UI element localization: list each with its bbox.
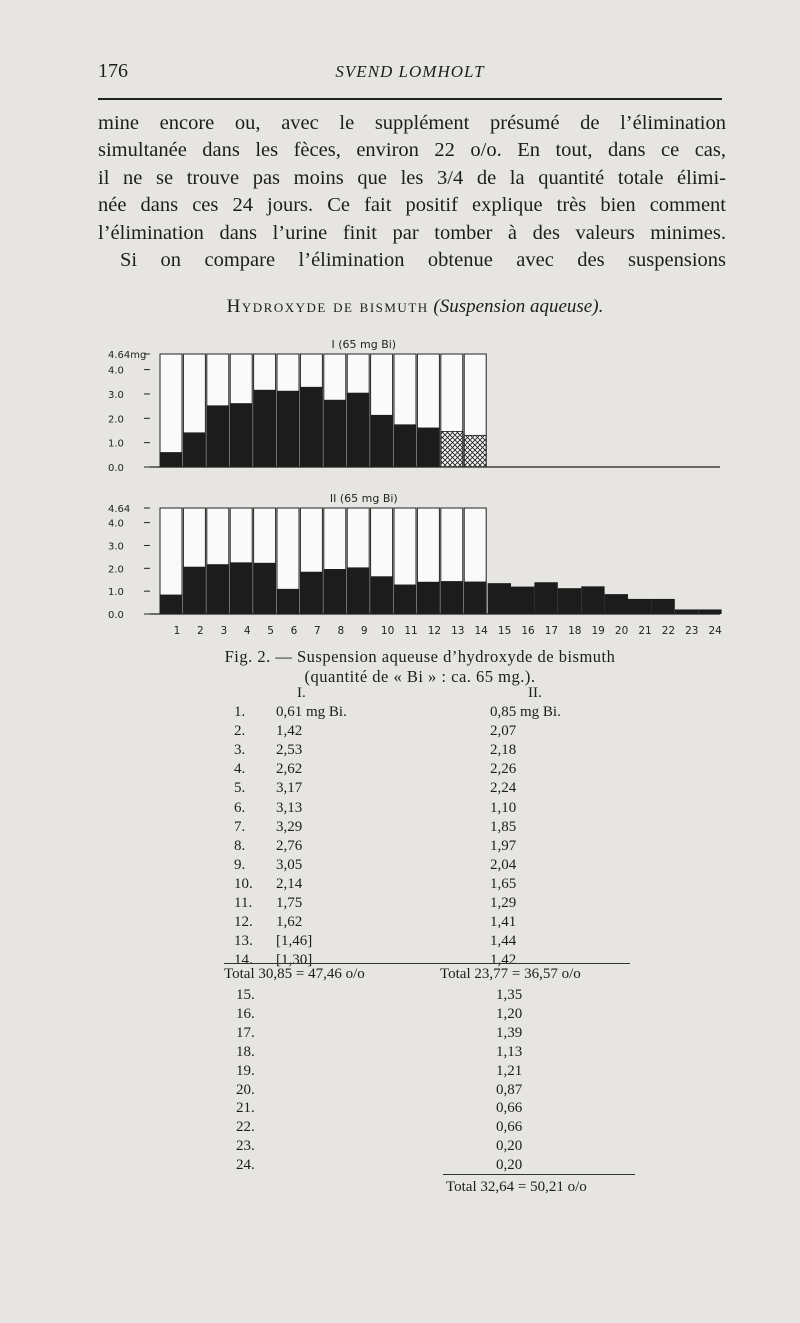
x-tick-label: 12 xyxy=(427,625,442,637)
table-cell-ii: 2,07 xyxy=(490,723,517,740)
table-row-number: 12. xyxy=(234,914,253,931)
table-cell-ii: 1,41 xyxy=(490,914,517,931)
bar-value xyxy=(441,581,463,614)
bar-value xyxy=(160,452,182,467)
table-rule xyxy=(224,963,630,964)
table-row-number: 6. xyxy=(234,799,246,816)
running-header xyxy=(98,60,722,94)
table-grand-total: Total 32,64 = 50,21 o/o xyxy=(446,1179,587,1195)
table-cell-ii: 2,04 xyxy=(490,856,517,873)
bar-value xyxy=(207,564,229,614)
table-row-number: 8. xyxy=(234,837,246,854)
table-cell-i: 1,42 xyxy=(276,723,303,740)
y-tick-label: 0.0 xyxy=(108,610,124,621)
table-cell-ii: 0,20 xyxy=(496,1138,523,1155)
table-col-head: II. xyxy=(528,685,542,701)
x-tick-label: 13 xyxy=(451,625,465,637)
chart-label: II (65 mg Bi) xyxy=(329,492,398,505)
y-tick-label: 3.0 xyxy=(108,541,124,553)
table-cell-ii: 1,21 xyxy=(496,1062,523,1079)
x-tick-label: 22 xyxy=(661,625,676,637)
bar-value xyxy=(651,599,674,614)
table-cell-ii: 1,44 xyxy=(490,933,517,950)
table-cell-ii: 1,10 xyxy=(490,799,517,816)
bar-value xyxy=(347,567,369,614)
bar-value xyxy=(675,609,698,614)
table-cell-ii: 2,26 xyxy=(490,761,517,778)
table-cell-ii: 1,20 xyxy=(496,1005,523,1022)
running-head-author: SVEND LOMHOLT xyxy=(335,62,485,81)
x-tick-label: 11 xyxy=(404,625,418,637)
bar-value xyxy=(254,563,276,614)
bar-value xyxy=(277,589,299,614)
table-cell-ii: 2,24 xyxy=(490,780,517,797)
table-row-number: 19. xyxy=(236,1062,255,1079)
body-line: l’élimination dans l’urine finit par tomber à des valeurs minimes. xyxy=(98,221,726,244)
y-tick-label: 4.64mg xyxy=(108,350,147,361)
y-tick-label: 4.64 xyxy=(108,504,131,515)
bar-value xyxy=(324,400,346,467)
x-tick-label: 5 xyxy=(267,625,274,637)
x-tick-label: 6 xyxy=(290,625,298,637)
table-cell-ii: 1,13 xyxy=(496,1043,523,1060)
table-cell-i: 2,76 xyxy=(276,837,303,854)
table-row-number: 4. xyxy=(234,761,246,778)
table-cell-ii: 1,85 xyxy=(490,818,517,835)
table-rule xyxy=(443,1174,635,1175)
table-cell-i: 3,17 xyxy=(276,780,303,797)
body-line: née dans ces 24 jours. Ce fait positif explique très bien comment xyxy=(98,194,726,217)
y-tick-label: 4.0 xyxy=(108,365,124,377)
bar-value xyxy=(347,393,369,467)
table-row-number: 2. xyxy=(234,723,246,740)
page-number: 176 xyxy=(98,60,128,82)
table-row-number: 3. xyxy=(234,742,246,759)
bar-value xyxy=(371,576,393,614)
x-tick-label: 4 xyxy=(243,625,251,637)
y-tick-label: 2.0 xyxy=(108,414,124,426)
bar-charts xyxy=(100,330,740,645)
table-cell-i: 3,29 xyxy=(276,818,303,835)
table-cell-ii: 1,29 xyxy=(490,895,517,911)
bar-value xyxy=(605,594,628,614)
x-tick-label: 7 xyxy=(314,625,321,637)
x-tick-label: 17 xyxy=(544,625,559,637)
table-row-number: 14. xyxy=(234,952,253,969)
bar-value xyxy=(581,586,604,614)
y-tick-label: 4.0 xyxy=(108,518,124,530)
table-row-number: 1. xyxy=(234,704,246,720)
x-tick-label: 19 xyxy=(591,625,605,637)
bar-value xyxy=(394,585,416,614)
bar-capacity xyxy=(160,354,182,467)
table-row-number: 23. xyxy=(236,1138,255,1155)
table-row-number: 9. xyxy=(234,856,246,873)
section-title-smallcaps: Hydroxyde de bismuth xyxy=(226,296,429,317)
table-cell-ii: 0,85 mg Bi. xyxy=(490,704,561,720)
chart-label: I (65 mg Bi) xyxy=(331,338,397,351)
table-cell-ii: 0,66 xyxy=(496,1119,523,1136)
body-paragraph xyxy=(98,110,726,274)
table-row-number: 17. xyxy=(236,1024,255,1041)
table-row-number: 7. xyxy=(234,818,246,835)
table-cell-ii: 1,35 xyxy=(496,987,523,1003)
y-tick-label: 0.0 xyxy=(108,463,124,474)
table-row-number: 20. xyxy=(236,1081,255,1098)
table-row-number: 16. xyxy=(236,1005,255,1022)
x-tick-label: 20 xyxy=(614,625,629,637)
bar-value xyxy=(300,572,322,614)
table-cell-ii: 1,65 xyxy=(490,875,517,892)
bar-value-hatched xyxy=(441,431,463,467)
bar-value xyxy=(160,595,182,614)
table-row-number: 11. xyxy=(234,895,253,911)
x-tick-label: 1 xyxy=(173,625,181,637)
table-row-number: 10. xyxy=(234,875,253,892)
table-row-number: 18. xyxy=(236,1043,255,1060)
bar-value xyxy=(324,569,346,614)
bar-value xyxy=(417,428,439,467)
bar-value xyxy=(183,567,205,614)
x-tick-label: 24 xyxy=(708,625,722,637)
bar-value xyxy=(183,432,205,467)
bar-value xyxy=(300,387,322,467)
x-tick-label: 23 xyxy=(685,625,699,637)
bar-value xyxy=(464,582,486,614)
y-tick-label: 2.0 xyxy=(108,564,124,576)
x-tick-label: 10 xyxy=(380,625,395,637)
x-tick-label: 9 xyxy=(360,625,368,637)
bar-value xyxy=(277,391,299,467)
table-cell-i: 0,61 mg Bi. xyxy=(276,704,347,720)
bar-value xyxy=(230,403,252,467)
body-line: mine encore ou, avec le supplément présumé de l’élimination xyxy=(98,112,726,134)
table-row-number: 22. xyxy=(236,1119,255,1136)
table-row-number: 15. xyxy=(236,987,255,1003)
table-cell-i: [1,46] xyxy=(276,933,313,950)
bar-value xyxy=(698,609,721,614)
x-tick-label: 14 xyxy=(474,625,488,637)
table-cell-i: [1,30] xyxy=(276,952,313,969)
table-cell-i: 2,62 xyxy=(276,761,303,778)
table-cell-ii: 1,42 xyxy=(490,952,517,969)
table-cell-i: 3,13 xyxy=(276,799,303,816)
body-line: simultanée dans les fèces, environ 22 o/o. En tout, dans ce cas, xyxy=(98,139,726,162)
table-row-number: 5. xyxy=(234,780,246,797)
bar-value xyxy=(371,415,393,467)
x-tick-label: 16 xyxy=(521,625,535,637)
y-tick-label: 3.0 xyxy=(108,389,124,401)
bar-value xyxy=(417,582,439,614)
table-cell-i: 1,62 xyxy=(276,914,303,931)
table-total-i: Total 30,85 = 47,46 o/o xyxy=(224,966,365,982)
bar-value xyxy=(394,424,416,467)
bar-value xyxy=(558,588,581,614)
x-tick-label: 8 xyxy=(337,625,345,637)
bar-value xyxy=(534,582,557,614)
header-rule xyxy=(98,98,722,100)
y-tick-label: 1.0 xyxy=(108,438,124,450)
table-cell-ii: 0,20 xyxy=(496,1157,523,1174)
body-line: il ne se trouve pas moins que les 3/4 de la quantité totale élimi- xyxy=(98,166,726,189)
section-title-italic: (Suspension aqueuse). xyxy=(433,296,604,317)
table-row-number: 24. xyxy=(236,1157,255,1174)
x-tick-label: 18 xyxy=(568,625,582,637)
table-cell-ii: 2,18 xyxy=(490,742,517,759)
x-tick-label: 21 xyxy=(638,625,652,637)
table-row-number: 21. xyxy=(236,1100,255,1117)
bar-value xyxy=(254,390,276,467)
bar-value xyxy=(207,405,229,467)
bar-value xyxy=(511,587,534,614)
table-total-ii: Total 23,77 = 36,57 o/o xyxy=(440,966,581,982)
table-cell-i: 2,53 xyxy=(276,742,303,759)
table-cell-i: 3,05 xyxy=(276,856,303,873)
bar-value-hatched xyxy=(464,435,486,467)
figure-caption-line1: Fig. 2. — Suspension aqueuse d’hydroxyde de bismuth xyxy=(224,647,616,666)
table-cell-ii: 1,39 xyxy=(496,1024,523,1041)
x-tick-label: 15 xyxy=(497,625,512,637)
body-line: Si on compare l’élimination obtenue avec des suspensions xyxy=(120,249,726,272)
figure-caption-line2: (quantité de « Bi » : ca. 65 mg.). xyxy=(304,667,536,686)
table-col-head: I. xyxy=(297,685,306,701)
table-cell-ii: 1,97 xyxy=(490,837,517,854)
section-title xyxy=(0,296,800,318)
bar-value xyxy=(488,583,511,614)
x-tick-label: 3 xyxy=(220,625,228,637)
x-tick-label: 2 xyxy=(197,625,204,637)
y-tick-label: 1.0 xyxy=(108,587,124,599)
table-cell-ii: 0,87 xyxy=(496,1081,523,1098)
table-cell-i: 2,14 xyxy=(276,875,303,892)
table-row-number: 13. xyxy=(234,933,253,950)
table-cell-ii: 0,66 xyxy=(496,1100,523,1117)
bar-value xyxy=(230,562,252,614)
bar-value xyxy=(628,599,651,614)
table-cell-i: 1,75 xyxy=(276,895,303,911)
